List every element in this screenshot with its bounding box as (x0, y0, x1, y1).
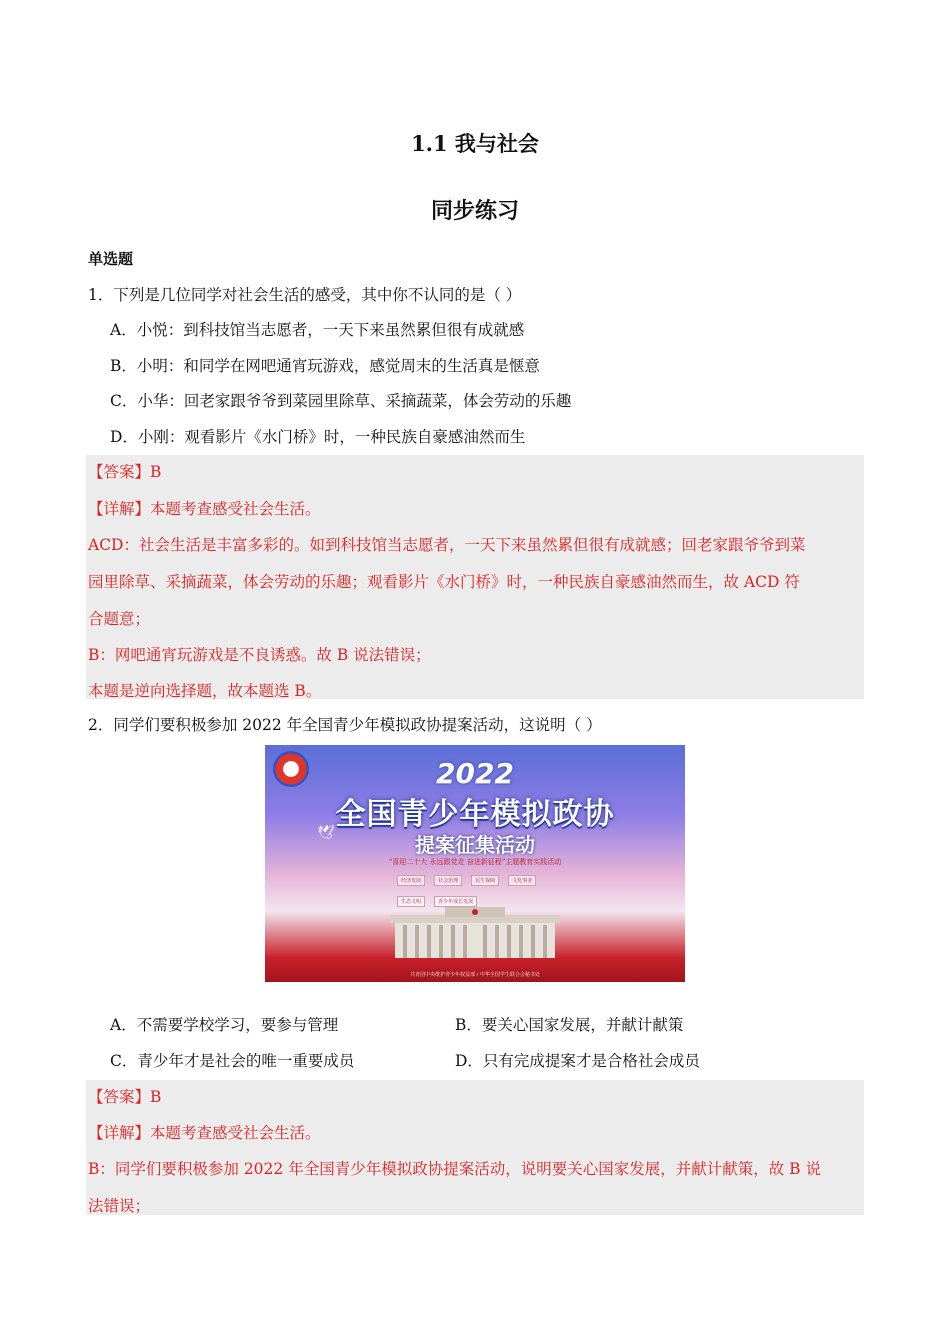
question-2-explain-line: B：同学们要积极参加 2022 年全国青少年模拟政协提案活动，说明要关心国家发展，并献计献策，故 B 说 (88, 1160, 821, 1178)
poster-tag: 社会治理 (434, 875, 462, 886)
question-2-option-c: C．青少年才是社会的唯一重要成员 (110, 1052, 355, 1070)
poster-tag: 经济发展 (397, 875, 425, 886)
poster-slogan: “喜迎二十大 永远跟党走 奋进新征程”主题教育实践活动 (388, 858, 562, 866)
question-1-explain-line: ACD：社会生活是丰富多彩的。如到科技馆当志愿者，一天下来虽然累但很有成就感；回老家跟爷爷到菜 (88, 536, 806, 554)
question-2-answer: 【答案】B (88, 1088, 162, 1106)
question-2-stem: 2．同学们要积极参加 2022 年全国青少年模拟政协提案活动，这说明（ ） (88, 716, 602, 734)
dove-icon: 🕊 (317, 825, 335, 841)
question-1-stem: 1．下列是几位同学对社会生活的感受，其中你不认同的是（ ） (88, 286, 522, 304)
question-1-explain-line: 本题是逆向选择题，故本题选 B。 (88, 682, 322, 700)
poster-tag: 文化事业 (508, 875, 536, 886)
event-poster-image (265, 745, 685, 982)
question-2-detail: 【详解】本题考查感受社会生活。 (88, 1124, 321, 1142)
section-label: 单选题 (88, 250, 134, 268)
document-subtitle: 同步练习 (430, 198, 519, 224)
poster-year: 2022 (436, 757, 514, 790)
question-1-option-a: A．小悦：到科技馆当志愿者，一天下来虽然累但很有成就感 (110, 321, 525, 339)
poster-footer: 共青团中央维护青少年权益部 / 中华全国学生联合会秘书处 (410, 972, 540, 978)
poster-tag: 生态文明 (397, 896, 425, 907)
document-title: 1.1 我与社会 (411, 131, 539, 156)
question-1-answer: 【答案】B (88, 463, 162, 481)
question-1-option-c: C．小华：回老家跟爷爷到菜园里除草、采摘蔬菜，体会劳动的乐趣 (110, 392, 572, 410)
question-1-option-b: B．小明：和同学在网吧通宵玩游戏，感觉周末的生活真是惬意 (110, 357, 540, 375)
poster-headline: 全国青少年模拟政协 (335, 797, 615, 832)
question-2-option-d: D．只有完成提案才是合格社会成员 (455, 1052, 700, 1070)
great-hall-illustration (385, 903, 565, 958)
poster-tag: 民生保障 (471, 875, 499, 886)
question-1-detail: 【详解】本题考查感受社会生活。 (88, 500, 321, 518)
question-1-explain-line: B：网吧通宵玩游戏是不良诱惑。故 B 说法错误； (88, 646, 431, 664)
question-1-explain-line: 园里除草、采摘蔬菜，体会劳动的乐趣；观看影片《水门桥》时，一种民族自豪感油然而生，故 ACD 符 (88, 573, 800, 591)
question-2-option-a: A．不需要学校学习，要参与管理 (110, 1016, 339, 1034)
question-1-explain-line: 合题意； (88, 610, 151, 628)
question-2-option-b: B．要关心国家发展，并献计献策 (455, 1016, 684, 1034)
question-1-option-d: D．小刚：观看影片《水门桥》时，一种民族自豪感油然而生 (110, 428, 526, 446)
poster-tag: 青少年成长发展 (434, 896, 477, 907)
poster-subheadline: 提案征集活动 (415, 833, 535, 857)
question-2-explain-line: 法错误； (88, 1197, 151, 1215)
question-2-answer-box (86, 1080, 864, 1215)
